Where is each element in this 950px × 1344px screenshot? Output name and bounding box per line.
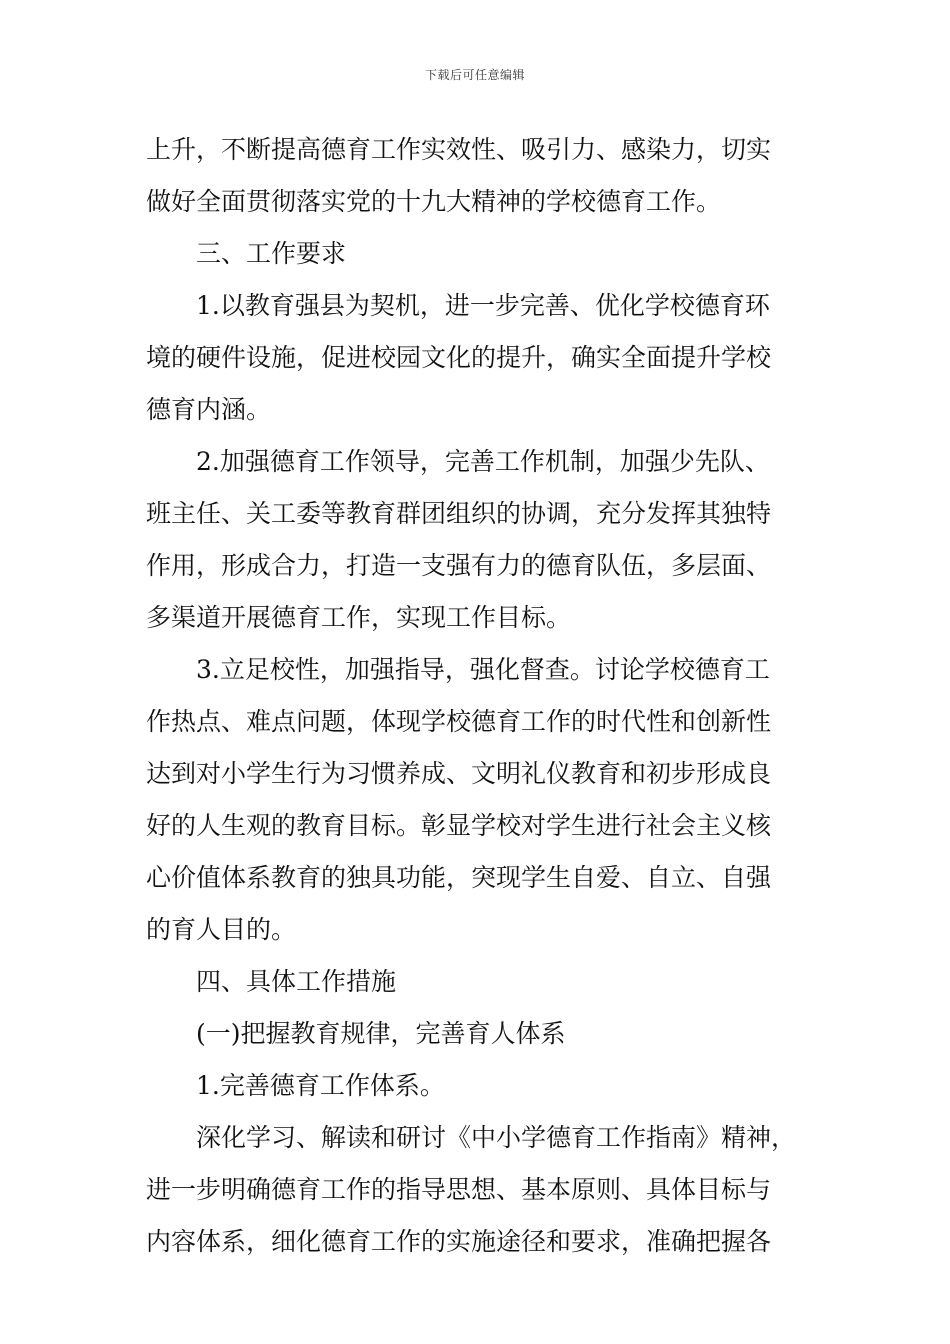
text-line: 3.立足校性，加强指导，强化督查。讨论学校德育工 [196,655,770,684]
text-line: 的育人目的。 [146,915,297,944]
subsection-heading: (一)把握教育规律，完善育人体系 [196,1019,566,1048]
text-line: 德育内涵。 [146,395,272,424]
text-line: 做好全面贯彻落实党的十九大精神的学校德育工作。 [146,187,722,216]
text-line: 上升，不断提高德育工作实效性、吸引力、感染力，切实 [146,135,772,164]
section-heading-4: 四、具体工作措施 [196,967,397,996]
section-heading-3: 三、工作要求 [196,239,347,268]
page-header-note: 下载后可任意编辑 [424,68,525,82]
text-line: 境的硬件设施，促进校园文化的提升，确实全面提升学校 [146,343,772,372]
text-line: 内容体系，细化德育工作的实施途径和要求，准确把握各 [146,1227,772,1256]
text-line: 作热点、难点问题，体现学校德育工作的时代性和创新性 [146,707,772,736]
text-line: 好的人生观的教育目标。彰显学校对学生进行社会主义核 [146,811,772,840]
document-body [146,124,826,1268]
text-line: 达到对小学生行为习惯养成、文明礼仪教育和初步形成良 [146,759,772,788]
text-line: 2.加强德育工作领导，完善工作机制，加强少先队、 [196,447,770,476]
text-line: 作用，形成合力，打造一支强有力的德育队伍，多层面、 [146,551,772,580]
text-line: 班主任、关工委等教育群团组织的协调，充分发挥其独特 [146,499,772,528]
text-line: 心价值体系教育的独具功能，突现学生自爱、自立、自强 [146,863,772,892]
text-line: 进一步明确德育工作的指导思想、基本原则、具体目标与 [146,1175,772,1204]
text-line: 深化学习、解读和研讨《中小学德育工作指南》精神， [196,1123,797,1152]
text-line: 多渠道开展德育工作，实现工作目标。 [146,603,572,632]
text-line: 1.以教育强县为契机，进一步完善、优化学校德育环 [196,291,770,320]
text-line: 1.完善德育工作体系。 [196,1071,445,1100]
